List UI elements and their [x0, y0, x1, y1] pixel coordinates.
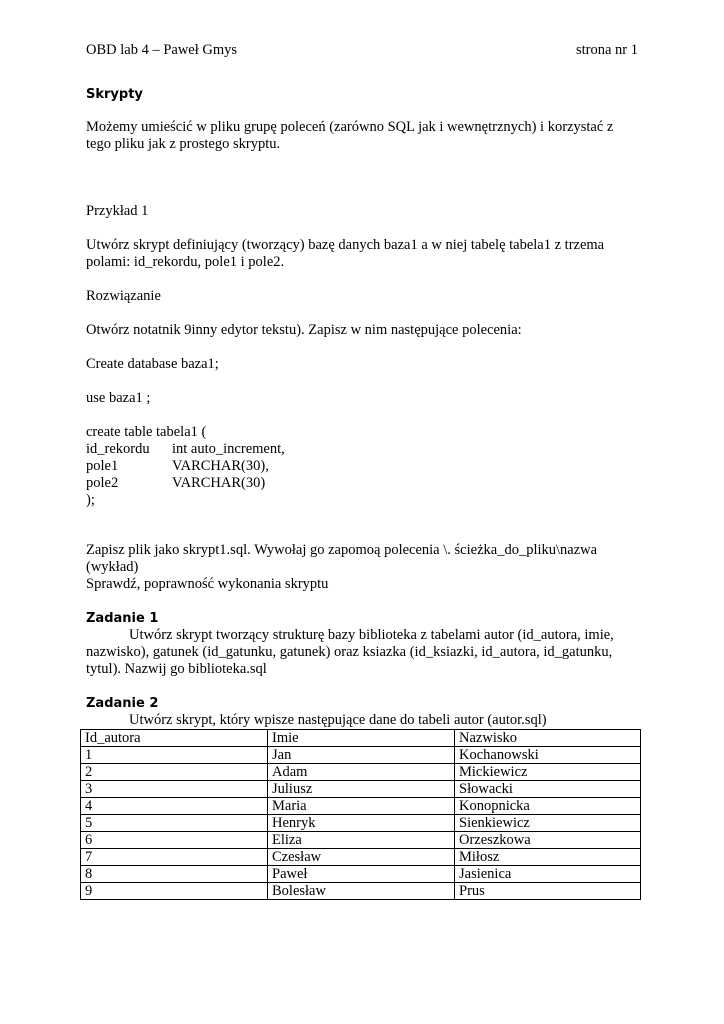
table-row: [81, 832, 641, 849]
code-field-row: [86, 458, 638, 475]
page-number: strona nr 1: [575, 42, 638, 58]
save-instructions: Zapisz plik jako skrypt1.sql. Wywołaj go zapomoą polecenia \. ścieżka_do_pliku\nazwa (wykład): [86, 542, 598, 575]
table-cell: Prus: [455, 883, 641, 900]
table-header-cell: Imie: [268, 730, 455, 747]
table-cell: Bolesław: [268, 883, 455, 900]
table-cell: 8: [81, 866, 268, 883]
table-header-cell: Nazwisko: [455, 730, 641, 747]
field-type: VARCHAR(30),: [172, 458, 269, 474]
table-header-cell: Id_autora: [81, 730, 268, 747]
table-cell: Sienkiewicz: [455, 815, 641, 832]
table-cell: Czesław: [268, 849, 455, 866]
task2-title: Zadanie 2: [86, 696, 159, 711]
table-row: [81, 781, 641, 798]
code-create-table: create table tabela1 (: [86, 424, 207, 440]
table-row: [81, 798, 641, 815]
table-cell: Maria: [268, 798, 455, 815]
solution-text: Otwórz notatnik 9inny edytor tekstu). Zapisz w nim następujące polecenia:: [86, 322, 522, 338]
example-title: Przykład 1: [86, 203, 149, 219]
field-name: id_rekordu: [86, 441, 150, 457]
author-table: [80, 729, 641, 900]
verify-instructions: Sprawdź, poprawność wykonania skryptu: [86, 576, 329, 592]
table-cell: Kochanowski: [455, 747, 641, 764]
table-row: [81, 849, 641, 866]
table-cell: 5: [81, 815, 268, 832]
document-body: [86, 86, 638, 900]
table-cell: Orzeszkowa: [455, 832, 641, 849]
table-cell: Miłosz: [455, 849, 641, 866]
table-cell: Konopnicka: [455, 798, 641, 815]
table-cell: 9: [81, 883, 268, 900]
code-field-row: [86, 441, 638, 458]
table-header-row: [81, 730, 641, 747]
table-cell: Jasienica: [455, 866, 641, 883]
table-cell: Henryk: [268, 815, 455, 832]
example-task: Utwórz skrypt definiujący (tworzący) bazę danych baza1 a w niej tabelę tabela1 z trzema polami: id_rekordu, pole1 i pole2.: [86, 237, 605, 270]
table-cell: Adam: [268, 764, 455, 781]
table-cell: 3: [81, 781, 268, 798]
header-title: OBD lab 4 – Paweł Gmys: [86, 42, 238, 58]
table-cell: Paweł: [268, 866, 455, 883]
table-row: [81, 883, 641, 900]
table-cell: 7: [81, 849, 268, 866]
code-close: );: [86, 492, 95, 508]
table-row: [81, 764, 641, 781]
table-row: [81, 747, 641, 764]
table-cell: Juliusz: [268, 781, 455, 798]
section-title: Skrypty: [86, 87, 143, 102]
table-row: [81, 815, 641, 832]
field-type: VARCHAR(30): [172, 475, 266, 491]
table-cell: Słowacki: [455, 781, 641, 798]
table-cell: 4: [81, 798, 268, 815]
code-create-db: Create database baza1;: [86, 356, 219, 372]
code-field-row: [86, 475, 638, 492]
table-cell: Jan: [268, 747, 455, 764]
task1-text: Utwórz skrypt tworzący strukturę bazy biblioteka z tabelami autor (id_autora, imie, nazwisko), gatunek (id_gatunku, gatunek) oraz ksiazka (id_ksiazki, id_autora, id_gatunku, tytul). Nazwij go biblioteka.sql: [86, 627, 614, 677]
table-row: [81, 866, 641, 883]
table-cell: Eliza: [268, 832, 455, 849]
field-name: pole2: [86, 475, 119, 491]
page-header: [86, 42, 638, 60]
code-use: use baza1 ;: [86, 390, 151, 406]
table-cell: 1: [81, 747, 268, 764]
field-type: int auto_increment,: [172, 441, 285, 457]
table-cell: 2: [81, 764, 268, 781]
solution-label: Rozwiązanie: [86, 288, 161, 304]
table-cell: 6: [81, 832, 268, 849]
table-cell: Mickiewicz: [455, 764, 641, 781]
intro-paragraph: Możemy umieścić w pliku grupę poleceń (zarówno SQL jak i wewnętrznych) i korzystać z tego pliku jak z prostego skryptu.: [86, 119, 614, 152]
task2-text: Utwórz skrypt, który wpisze następujące dane do tabeli autor (autor.sql): [129, 712, 547, 728]
field-name: pole1: [86, 458, 119, 474]
task1-title: Zadanie 1: [86, 611, 159, 626]
